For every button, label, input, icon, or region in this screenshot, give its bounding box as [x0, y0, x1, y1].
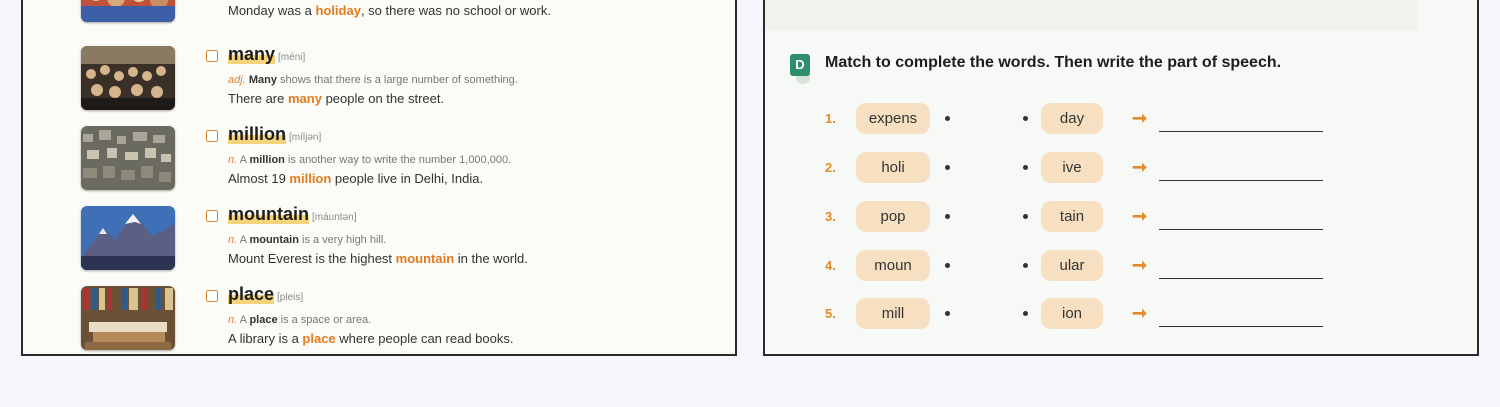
arrow-icon: ➞ [1132, 157, 1148, 177]
answer-blank[interactable] [1159, 180, 1323, 181]
word-part-right[interactable]: ion [1041, 298, 1103, 329]
item-number: 5. [825, 306, 836, 321]
match-dot-left[interactable] [945, 165, 950, 170]
example-sentence: There are many people on the street. [228, 91, 445, 106]
match-dot-left[interactable] [945, 311, 950, 316]
answer-blank[interactable] [1159, 326, 1323, 327]
definition: n. A mountain is a very high hill. [228, 234, 387, 246]
match-dot-left[interactable] [945, 214, 950, 219]
exercise-instruction: Match to complete the words. Then write the part of speech. [825, 54, 1282, 71]
definition: n. A place is a space or area. [228, 314, 372, 326]
match-dot-left[interactable] [945, 116, 950, 121]
example-sentence: A library is a place where people can read books. [228, 331, 514, 346]
item-number: 4. [825, 258, 836, 273]
headword-row [228, 204, 356, 225]
item-number: 2. [825, 160, 836, 175]
pronunciation: [máuntən] [312, 212, 357, 223]
pronunciation: [pleis] [277, 292, 304, 303]
match-row [765, 152, 1465, 184]
checkbox[interactable] [206, 290, 218, 302]
word-part-right[interactable]: ive [1041, 152, 1103, 183]
word-part-left[interactable]: holi [856, 152, 930, 183]
match-dot-right[interactable] [1023, 214, 1028, 219]
arrow-icon: ➞ [1132, 303, 1148, 323]
vocabulary-page [21, 0, 737, 356]
library-books-photo [81, 286, 175, 350]
headword-row [228, 44, 305, 65]
match-dot-left[interactable] [945, 263, 950, 268]
previous-exercise-box [765, 0, 1417, 30]
definition: adj. Many shows that there is a large number of something. [228, 74, 518, 86]
word-part-left[interactable]: moun [856, 250, 930, 281]
headword-row [228, 124, 321, 145]
match-dot-right[interactable] [1023, 263, 1028, 268]
pronunciation: [méni] [278, 52, 306, 63]
match-row [765, 201, 1465, 233]
checkbox[interactable] [206, 50, 218, 62]
answer-blank[interactable] [1159, 229, 1323, 230]
headword: mountain [228, 204, 309, 224]
word-part-right[interactable]: tain [1041, 201, 1103, 232]
checkbox[interactable] [206, 130, 218, 142]
vocab-entry-mountain [23, 206, 723, 286]
exercise-page [763, 0, 1479, 356]
checkbox[interactable] [206, 210, 218, 222]
vocab-entry-many [23, 46, 723, 126]
mountain-photo [81, 206, 175, 270]
arrow-icon: ➞ [1132, 206, 1148, 226]
arrow-icon: ➞ [1132, 255, 1148, 275]
answer-blank[interactable] [1159, 278, 1323, 279]
item-number: 1. [825, 111, 836, 126]
word-part-left[interactable]: mill [856, 298, 930, 329]
match-row [765, 103, 1465, 135]
crowd-photo [81, 0, 175, 22]
headword-row [228, 284, 303, 305]
word-part-left[interactable]: pop [856, 201, 930, 232]
street-crowd-photo [81, 46, 175, 110]
section-badge: D [790, 54, 810, 76]
example-sentence: Almost 19 million people live in Delhi, India. [228, 171, 484, 186]
match-row [765, 250, 1465, 282]
pronunciation: [míljən] [289, 132, 322, 143]
word-part-right[interactable]: ular [1041, 250, 1103, 281]
word-part-right[interactable]: day [1041, 103, 1103, 134]
headword: place [228, 284, 275, 304]
definition: n. A million is another way to write the number 1,000,000. [228, 154, 512, 166]
city-photo [81, 126, 175, 190]
match-dot-right[interactable] [1023, 165, 1028, 170]
word-part-left[interactable]: expens [856, 103, 930, 134]
answer-blank[interactable] [1159, 131, 1323, 132]
headword: million [228, 124, 286, 144]
example-sentence: Mount Everest is the highest mountain in the world. [228, 251, 528, 266]
example-sentence: Monday was a holiday, so there was no school or work. [228, 3, 551, 18]
vocab-entry-million [23, 126, 723, 206]
match-row [765, 298, 1465, 330]
vocab-entry-holiday [23, 0, 723, 38]
match-dot-right[interactable] [1023, 116, 1028, 121]
arrow-icon: ➞ [1132, 108, 1148, 128]
vocab-entry-place [23, 286, 723, 356]
match-dot-right[interactable] [1023, 311, 1028, 316]
headword: many [228, 44, 276, 64]
item-number: 3. [825, 209, 836, 224]
